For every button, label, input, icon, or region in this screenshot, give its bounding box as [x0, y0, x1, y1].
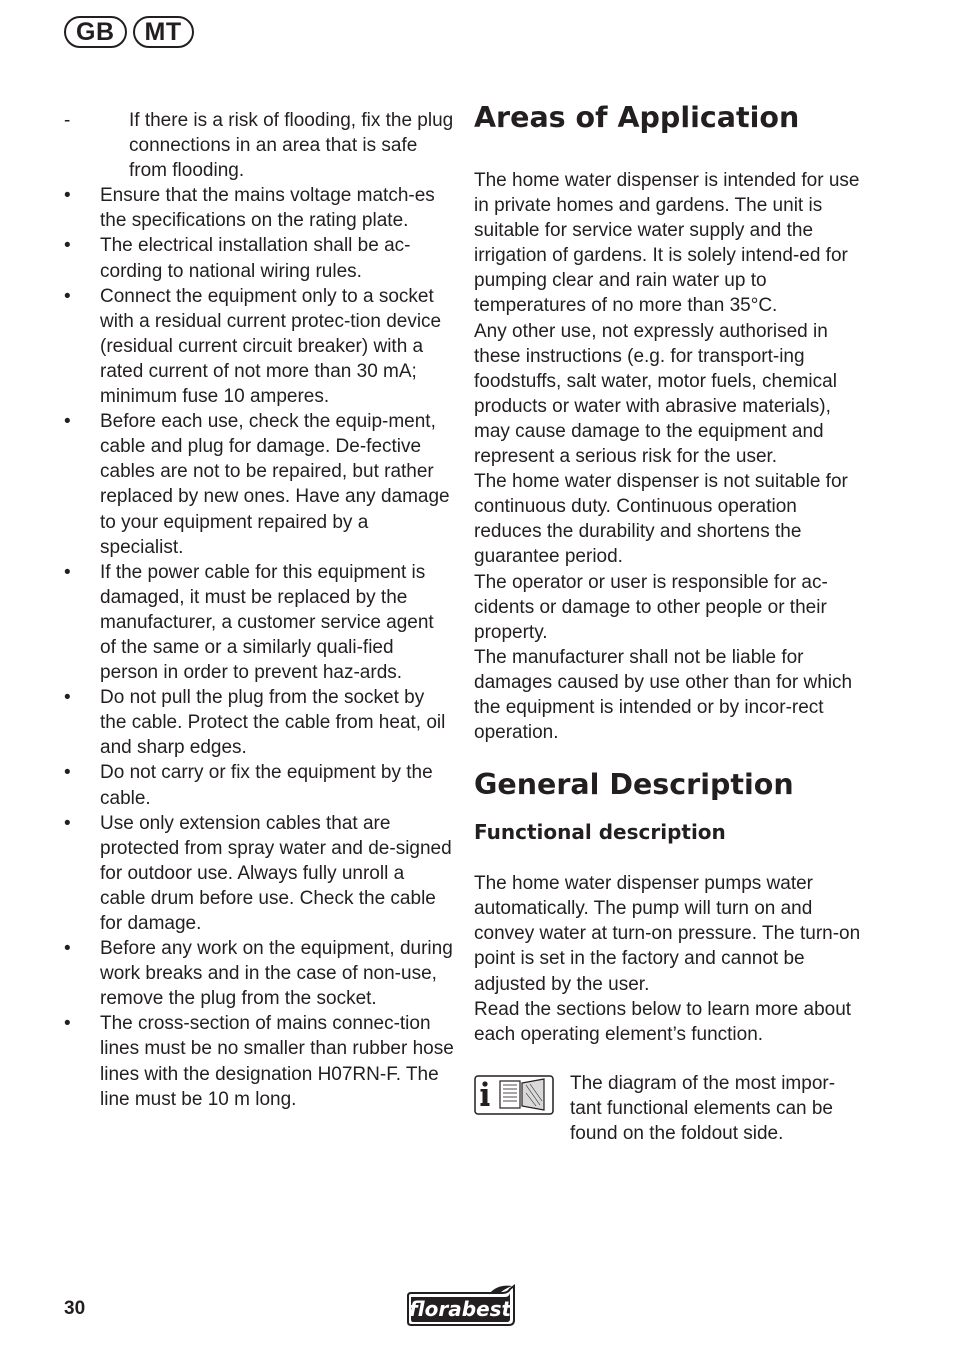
heading-general-description: General Description — [474, 768, 794, 802]
list-marker: • — [64, 411, 71, 433]
list-item — [64, 685, 454, 760]
heading-areas-of-application: Areas of Application — [474, 101, 800, 134]
paragraph: The manufacturer shall not be liable for damages caused by use other than for which the equipment is intended or by incor-rect operation. — [474, 646, 853, 744]
logo-wordmark: florabest — [408, 1297, 512, 1321]
paragraph: The home water dispenser is not suitable for continuous duty. Continuous operation reduces the durability and shortens the guarantee period. — [474, 471, 848, 568]
info-note-text: The diagram of the most impor-tant functional elements can be found on the foldout side. — [570, 1072, 836, 1144]
list-marker: - — [64, 110, 71, 131]
list-marker: • — [64, 285, 71, 307]
list-item — [64, 108, 454, 183]
info-note — [474, 1071, 866, 1146]
list-item — [64, 560, 454, 685]
page-number: 30 — [64, 1298, 86, 1319]
florabest-logo — [404, 1284, 518, 1328]
subheading-functional-description: Functional description — [474, 820, 726, 845]
list-item — [64, 811, 454, 936]
list-marker: • — [64, 1013, 71, 1035]
list-item-text: The cross-section of mains connec-tion lines must be no smaller than rubber hose lines with the designation H07RN-F. The line must be 10 m long. — [100, 1013, 454, 1110]
list-item-text: Use only extension cables that are protected from spray water and de-signed for outdoor use. Always fully unroll a cable drum before use. Check the cable for damage. — [100, 812, 452, 934]
list-item — [64, 284, 454, 409]
paragraph: Any other use, not expressly authorised in these instructions (e.g. for transport-ing foodstuffs, salt water, motor fuels, chemical products or water with abrasive materials), may cause damage to the equipment and represent a serious risk for the user. — [474, 320, 837, 468]
language-badge-mt: MT — [133, 16, 194, 48]
list-item — [64, 409, 454, 560]
list-item-text: If there is a risk of flooding, fix the plug connections in an area that is safe from flooding. — [129, 110, 454, 182]
list-item-text: Before each use, check the equip-ment, cable and plug for damage. De-fective cables are not to be repaired, but rather replaced by new ones. Have any damage to your equipment repaired by a specialist. — [100, 411, 450, 558]
paragraph: Read the sections below to learn more about each operating element’s function. — [474, 998, 852, 1045]
paragraph: The operator or user is responsible for ac-cidents or damage to other people or their property. — [474, 571, 828, 643]
list-item-text: If the power cable for this equipment is damaged, it must be replaced by the manufacturer, a customer service agent of the same or a similarly quali-fied person in order to prevent haz-ards. — [100, 561, 434, 684]
paragraph: The home water dispenser is intended for use in private homes and gardens. The unit is suitable for service water supply and the irrigation of gardens. It is solely intend-ed for pumping clear and rain water up to temperatures of no more than 35°C. — [474, 170, 860, 317]
list-marker: • — [64, 235, 71, 257]
list-item-text: Before any work on the equipment, during work breaks and in the case of non-use, remove the plug from the socket. — [100, 938, 453, 1010]
list-marker: • — [64, 185, 71, 207]
right-column — [474, 98, 866, 1146]
list-marker: • — [64, 561, 71, 583]
list-item — [64, 233, 454, 283]
list-marker: • — [64, 938, 71, 960]
list-item-text: Connect the equipment only to a socket with a residual current protec-tion device (residual current circuit breaker) with a rated current of not more than 30 mA; minimum fuse 10 amperes. — [100, 285, 442, 408]
list-marker: • — [64, 762, 71, 784]
list-item-text: Do not carry or fix the equipment by the cable. — [100, 762, 433, 809]
list-item — [64, 183, 454, 233]
list-item-text: Do not pull the plug from the socket by the cable. Protect the cable from heat, oil and sharp edges. — [100, 687, 446, 759]
list-marker: • — [64, 812, 71, 834]
safety-instructions-list — [64, 108, 454, 1112]
info-foldout-icon — [474, 1075, 554, 1115]
list-item — [64, 936, 454, 1011]
language-badge-gb: GB — [64, 16, 127, 48]
language-badges — [64, 16, 194, 48]
list-item — [64, 760, 454, 810]
list-item-text: Ensure that the mains voltage match-es the specifications on the rating plate. — [100, 185, 435, 232]
list-item-text: The electrical installation shall be ac-cording to national wiring rules. — [100, 235, 411, 282]
list-marker: • — [64, 687, 71, 709]
list-item — [64, 1011, 454, 1111]
paragraph: The home water dispenser pumps water automatically. The pump will turn on and convey water at turn-on pressure. The turn-on point is set in the factory and cannot be adjusted by the user. — [474, 873, 861, 995]
